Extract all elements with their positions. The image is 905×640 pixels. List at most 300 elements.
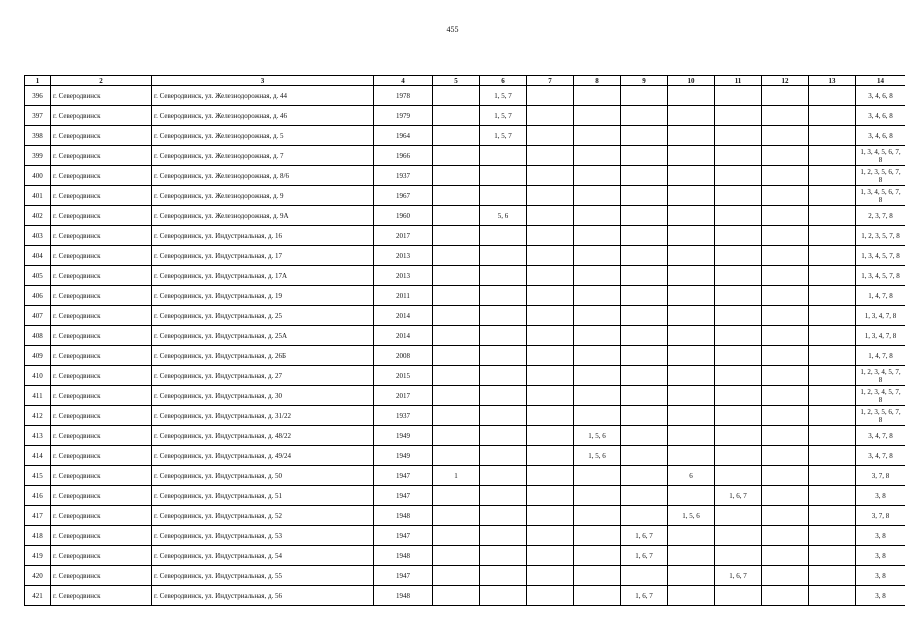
table-row (25, 246, 905, 266)
col14-cell: 2, 3, 7, 8 (856, 206, 905, 226)
col5-cell (433, 146, 480, 166)
col7-cell (527, 306, 574, 326)
col11-cell (715, 266, 762, 286)
col5-cell (433, 86, 480, 106)
col12-cell (762, 586, 809, 606)
col6-cell (480, 146, 527, 166)
locality-cell: г. Северодвинск (51, 106, 152, 126)
col14-cell: 1, 3, 4, 5, 6, 7, 8 (856, 186, 905, 206)
col9-cell (621, 486, 668, 506)
col9-cell (621, 366, 668, 386)
table-row (25, 326, 905, 346)
col6-cell: 1, 5, 7 (480, 126, 527, 146)
year-cell: 1937 (374, 166, 433, 186)
col11-cell (715, 246, 762, 266)
year-cell: 1967 (374, 186, 433, 206)
col12-cell (762, 106, 809, 126)
col8-cell (574, 86, 621, 106)
row-number-cell: 419 (25, 546, 51, 566)
col5-cell (433, 286, 480, 306)
col11-cell: 1, 6, 7 (715, 486, 762, 506)
table-row (25, 526, 905, 546)
table-row (25, 566, 905, 586)
col13-cell (809, 346, 856, 366)
column-header-4: 4 (374, 76, 433, 86)
col8-cell (574, 566, 621, 586)
col8-cell (574, 466, 621, 486)
col5-cell (433, 206, 480, 226)
column-header-1: 1 (25, 76, 51, 86)
column-header-11: 11 (715, 76, 762, 86)
col6-cell: 1, 5, 7 (480, 106, 527, 126)
col9-cell (621, 266, 668, 286)
col10-cell (668, 146, 715, 166)
col7-cell (527, 566, 574, 586)
col13-cell (809, 486, 856, 506)
col9-cell (621, 226, 668, 246)
col12-cell (762, 426, 809, 446)
locality-cell: г. Северодвинск (51, 586, 152, 606)
locality-cell: г. Северодвинск (51, 266, 152, 286)
locality-cell: г. Северодвинск (51, 86, 152, 106)
table-row (25, 146, 905, 166)
col6-cell: 5, 6 (480, 206, 527, 226)
col7-cell (527, 386, 574, 406)
year-cell: 2013 (374, 246, 433, 266)
table-row (25, 306, 905, 326)
col12-cell (762, 446, 809, 466)
row-number-cell: 399 (25, 146, 51, 166)
col9-cell (621, 146, 668, 166)
address-cell: г. Северодвинск, ул. Индустриальная, д. 26Б (152, 346, 374, 366)
col10-cell (668, 546, 715, 566)
row-number-cell: 396 (25, 86, 51, 106)
col7-cell (527, 226, 574, 246)
col14-cell: 3, 4, 7, 8 (856, 426, 905, 446)
col9-cell (621, 466, 668, 486)
address-cell: г. Северодвинск, ул. Индустриальная, д. 48/22 (152, 426, 374, 446)
col13-cell (809, 566, 856, 586)
row-number-cell: 410 (25, 366, 51, 386)
table-row (25, 506, 905, 526)
table-row (25, 86, 905, 106)
col14-cell: 3, 7, 8 (856, 466, 905, 486)
col8-cell: 1, 5, 6 (574, 426, 621, 446)
locality-cell: г. Северодвинск (51, 506, 152, 526)
col13-cell (809, 586, 856, 606)
col10-cell (668, 346, 715, 366)
col14-cell: 1, 3, 4, 7, 8 (856, 326, 905, 346)
col8-cell (574, 406, 621, 426)
col14-cell: 1, 2, 3, 4, 5, 7, 8 (856, 366, 905, 386)
col11-cell (715, 466, 762, 486)
col13-cell (809, 286, 856, 306)
col12-cell (762, 206, 809, 226)
col11-cell (715, 546, 762, 566)
col6-cell (480, 446, 527, 466)
col14-cell: 3, 8 (856, 566, 905, 586)
column-header-10: 10 (668, 76, 715, 86)
col14-cell: 1, 2, 3, 5, 6, 7, 8 (856, 406, 905, 426)
table-row (25, 186, 905, 206)
col9-cell (621, 566, 668, 586)
table-row (25, 446, 905, 466)
row-number-cell: 408 (25, 326, 51, 346)
col5-cell (433, 246, 480, 266)
address-cell: г. Северодвинск, ул. Индустриальная, д. 25А (152, 326, 374, 346)
address-cell: г. Северодвинск, ул. Индустриальная, д. 56 (152, 586, 374, 606)
col10-cell (668, 306, 715, 326)
address-cell: г. Северодвинск, ул. Индустриальная, д. 19 (152, 286, 374, 306)
year-cell: 1966 (374, 146, 433, 166)
col10-cell (668, 386, 715, 406)
row-number-cell: 412 (25, 406, 51, 426)
row-number-cell: 416 (25, 486, 51, 506)
col5-cell (433, 386, 480, 406)
table-header-row (25, 76, 905, 86)
col6-cell (480, 366, 527, 386)
col6-cell (480, 466, 527, 486)
col7-cell (527, 166, 574, 186)
col8-cell: 1, 5, 6 (574, 446, 621, 466)
address-cell: г. Северодвинск, ул. Индустриальная, д. 25 (152, 306, 374, 326)
row-number-cell: 418 (25, 526, 51, 546)
col8-cell (574, 586, 621, 606)
table-row (25, 226, 905, 246)
col7-cell (527, 526, 574, 546)
col9-cell (621, 306, 668, 326)
col8-cell (574, 186, 621, 206)
table-row (25, 266, 905, 286)
col6-cell (480, 506, 527, 526)
col10-cell (668, 446, 715, 466)
col14-cell: 3, 4, 7, 8 (856, 446, 905, 466)
col13-cell (809, 86, 856, 106)
col6-cell (480, 546, 527, 566)
col5-cell (433, 546, 480, 566)
address-cell: г. Северодвинск, ул. Индустриальная, д. 53 (152, 526, 374, 546)
col5-cell: 1 (433, 466, 480, 486)
locality-cell: г. Северодвинск (51, 126, 152, 146)
col8-cell (574, 266, 621, 286)
col13-cell (809, 206, 856, 226)
col8-cell (574, 366, 621, 386)
col10-cell: 6 (668, 466, 715, 486)
row-number-cell: 405 (25, 266, 51, 286)
col14-cell: 3, 8 (856, 486, 905, 506)
locality-cell: г. Северодвинск (51, 226, 152, 246)
col14-cell: 3, 7, 8 (856, 506, 905, 526)
col11-cell (715, 166, 762, 186)
col5-cell (433, 486, 480, 506)
col10-cell (668, 566, 715, 586)
table-row (25, 546, 905, 566)
locality-cell: г. Северодвинск (51, 406, 152, 426)
year-cell: 2017 (374, 226, 433, 246)
col7-cell (527, 486, 574, 506)
col7-cell (527, 326, 574, 346)
locality-cell: г. Северодвинск (51, 446, 152, 466)
col11-cell (715, 526, 762, 546)
col11-cell (715, 326, 762, 346)
col13-cell (809, 326, 856, 346)
col7-cell (527, 186, 574, 206)
year-cell: 2014 (374, 306, 433, 326)
col13-cell (809, 126, 856, 146)
page-number: 455 (446, 25, 459, 34)
year-cell: 1947 (374, 566, 433, 586)
col13-cell (809, 406, 856, 426)
col12-cell (762, 546, 809, 566)
col5-cell (433, 226, 480, 246)
col14-cell: 1, 4, 7, 8 (856, 346, 905, 366)
column-header-13: 13 (809, 76, 856, 86)
column-header-12: 12 (762, 76, 809, 86)
col11-cell (715, 106, 762, 126)
col13-cell (809, 106, 856, 126)
col12-cell (762, 346, 809, 366)
col9-cell (621, 126, 668, 146)
col13-cell (809, 186, 856, 206)
col11-cell (715, 346, 762, 366)
col10-cell (668, 246, 715, 266)
col12-cell (762, 166, 809, 186)
row-number-cell: 411 (25, 386, 51, 406)
col13-cell (809, 426, 856, 446)
address-cell: г. Северодвинск, ул. Индустриальная, д. 31/22 (152, 406, 374, 426)
col13-cell (809, 306, 856, 326)
col10-cell (668, 526, 715, 546)
col7-cell (527, 86, 574, 106)
col12-cell (762, 286, 809, 306)
table-row (25, 486, 905, 506)
col12-cell (762, 486, 809, 506)
col6-cell (480, 226, 527, 246)
table-row (25, 206, 905, 226)
locality-cell: г. Северодвинск (51, 526, 152, 546)
col14-cell: 1, 2, 3, 5, 6, 7, 8 (856, 166, 905, 186)
locality-cell: г. Северодвинск (51, 286, 152, 306)
col5-cell (433, 346, 480, 366)
col13-cell (809, 146, 856, 166)
row-number-cell: 415 (25, 466, 51, 486)
address-cell: г. Северодвинск, ул. Индустриальная, д. 52 (152, 506, 374, 526)
col11-cell (715, 146, 762, 166)
col10-cell (668, 406, 715, 426)
col5-cell (433, 126, 480, 146)
col7-cell (527, 106, 574, 126)
table-body (25, 86, 905, 606)
year-cell: 1947 (374, 526, 433, 546)
col9-cell (621, 186, 668, 206)
col7-cell (527, 206, 574, 226)
col13-cell (809, 226, 856, 246)
col6-cell (480, 486, 527, 506)
col14-cell: 3, 8 (856, 526, 905, 546)
col8-cell (574, 206, 621, 226)
col6-cell (480, 266, 527, 286)
col6-cell (480, 186, 527, 206)
locality-cell: г. Северодвинск (51, 326, 152, 346)
col14-cell: 3, 4, 6, 8 (856, 106, 905, 126)
row-number-cell: 413 (25, 426, 51, 446)
column-header-3: 3 (152, 76, 374, 86)
locality-cell: г. Северодвинск (51, 166, 152, 186)
col5-cell (433, 566, 480, 586)
year-cell: 1947 (374, 466, 433, 486)
col7-cell (527, 266, 574, 286)
col12-cell (762, 266, 809, 286)
col14-cell: 3, 4, 6, 8 (856, 86, 905, 106)
col9-cell (621, 506, 668, 526)
col10-cell (668, 426, 715, 446)
col10-cell (668, 126, 715, 146)
row-number-cell: 397 (25, 106, 51, 126)
col14-cell: 1, 3, 4, 7, 8 (856, 306, 905, 326)
table-row (25, 426, 905, 446)
row-number-cell: 417 (25, 506, 51, 526)
col10-cell (668, 166, 715, 186)
col7-cell (527, 586, 574, 606)
col8-cell (574, 386, 621, 406)
col6-cell (480, 286, 527, 306)
col9-cell (621, 406, 668, 426)
col7-cell (527, 546, 574, 566)
locality-cell: г. Северодвинск (51, 306, 152, 326)
col8-cell (574, 526, 621, 546)
col12-cell (762, 186, 809, 206)
col9-cell: 1, 6, 7 (621, 546, 668, 566)
col6-cell (480, 406, 527, 426)
address-cell: г. Северодвинск, ул. Железнодорожная, д. 9 (152, 186, 374, 206)
row-number-cell: 402 (25, 206, 51, 226)
year-cell: 1947 (374, 486, 433, 506)
col5-cell (433, 306, 480, 326)
col12-cell (762, 566, 809, 586)
col5-cell (433, 446, 480, 466)
year-cell: 2015 (374, 366, 433, 386)
address-cell: г. Северодвинск, ул. Железнодорожная, д. 9А (152, 206, 374, 226)
col5-cell (433, 526, 480, 546)
col10-cell (668, 286, 715, 306)
address-cell: г. Северодвинск, ул. Индустриальная, д. 50 (152, 466, 374, 486)
col8-cell (574, 286, 621, 306)
col10-cell (668, 366, 715, 386)
col14-cell: 1, 2, 3, 5, 7, 8 (856, 226, 905, 246)
col12-cell (762, 326, 809, 346)
year-cell: 2014 (374, 326, 433, 346)
col7-cell (527, 126, 574, 146)
row-number-cell: 421 (25, 586, 51, 606)
col10-cell (668, 106, 715, 126)
locality-cell: г. Северодвинск (51, 206, 152, 226)
col10-cell (668, 266, 715, 286)
col12-cell (762, 506, 809, 526)
col5-cell (433, 426, 480, 446)
col6-cell (480, 246, 527, 266)
col5-cell (433, 106, 480, 126)
locality-cell: г. Северодвинск (51, 466, 152, 486)
year-cell: 1949 (374, 446, 433, 466)
col9-cell: 1, 6, 7 (621, 526, 668, 546)
col9-cell (621, 446, 668, 466)
col12-cell (762, 526, 809, 546)
col8-cell (574, 306, 621, 326)
locality-cell: г. Северодвинск (51, 546, 152, 566)
column-header-5: 5 (433, 76, 480, 86)
year-cell: 1964 (374, 126, 433, 146)
col10-cell (668, 326, 715, 346)
col5-cell (433, 506, 480, 526)
col5-cell (433, 186, 480, 206)
col7-cell (527, 446, 574, 466)
col14-cell: 1, 3, 4, 5, 7, 8 (856, 266, 905, 286)
year-cell: 2013 (374, 266, 433, 286)
col7-cell (527, 426, 574, 446)
table-row (25, 386, 905, 406)
col12-cell (762, 406, 809, 426)
col10-cell (668, 226, 715, 246)
col7-cell (527, 286, 574, 306)
col14-cell: 1, 3, 4, 5, 6, 7, 8 (856, 146, 905, 166)
address-cell: г. Северодвинск, ул. Железнодорожная, д. 8/6 (152, 166, 374, 186)
col14-cell: 3, 4, 6, 8 (856, 126, 905, 146)
column-header-8: 8 (574, 76, 621, 86)
col10-cell (668, 86, 715, 106)
col10-cell: 1, 5, 6 (668, 506, 715, 526)
locality-cell: г. Северодвинск (51, 346, 152, 366)
year-cell: 2011 (374, 286, 433, 306)
address-cell: г. Северодвинск, ул. Железнодорожная, д. 44 (152, 86, 374, 106)
year-cell: 1960 (374, 206, 433, 226)
col5-cell (433, 326, 480, 346)
col13-cell (809, 526, 856, 546)
locality-cell: г. Северодвинск (51, 386, 152, 406)
col13-cell (809, 166, 856, 186)
address-cell: г. Северодвинск, ул. Железнодорожная, д. 46 (152, 106, 374, 126)
col11-cell (715, 426, 762, 446)
col8-cell (574, 546, 621, 566)
col11-cell (715, 506, 762, 526)
col12-cell (762, 86, 809, 106)
col8-cell (574, 226, 621, 246)
col14-cell: 1, 4, 7, 8 (856, 286, 905, 306)
column-header-9: 9 (621, 76, 668, 86)
table-row (25, 166, 905, 186)
locality-cell: г. Северодвинск (51, 186, 152, 206)
col8-cell (574, 146, 621, 166)
col10-cell (668, 486, 715, 506)
col11-cell: 1, 6, 7 (715, 566, 762, 586)
row-number-cell: 398 (25, 126, 51, 146)
year-cell: 2017 (374, 386, 433, 406)
col6-cell (480, 306, 527, 326)
address-cell: г. Северодвинск, ул. Индустриальная, д. 16 (152, 226, 374, 246)
col8-cell (574, 126, 621, 146)
locality-cell: г. Северодвинск (51, 366, 152, 386)
col14-cell: 3, 8 (856, 586, 905, 606)
col7-cell (527, 346, 574, 366)
col9-cell (621, 206, 668, 226)
col10-cell (668, 206, 715, 226)
col13-cell (809, 386, 856, 406)
address-cell: г. Северодвинск, ул. Индустриальная, д. 30 (152, 386, 374, 406)
col11-cell (715, 446, 762, 466)
col13-cell (809, 366, 856, 386)
col6-cell (480, 326, 527, 346)
row-number-cell: 407 (25, 306, 51, 326)
data-table (24, 75, 905, 606)
